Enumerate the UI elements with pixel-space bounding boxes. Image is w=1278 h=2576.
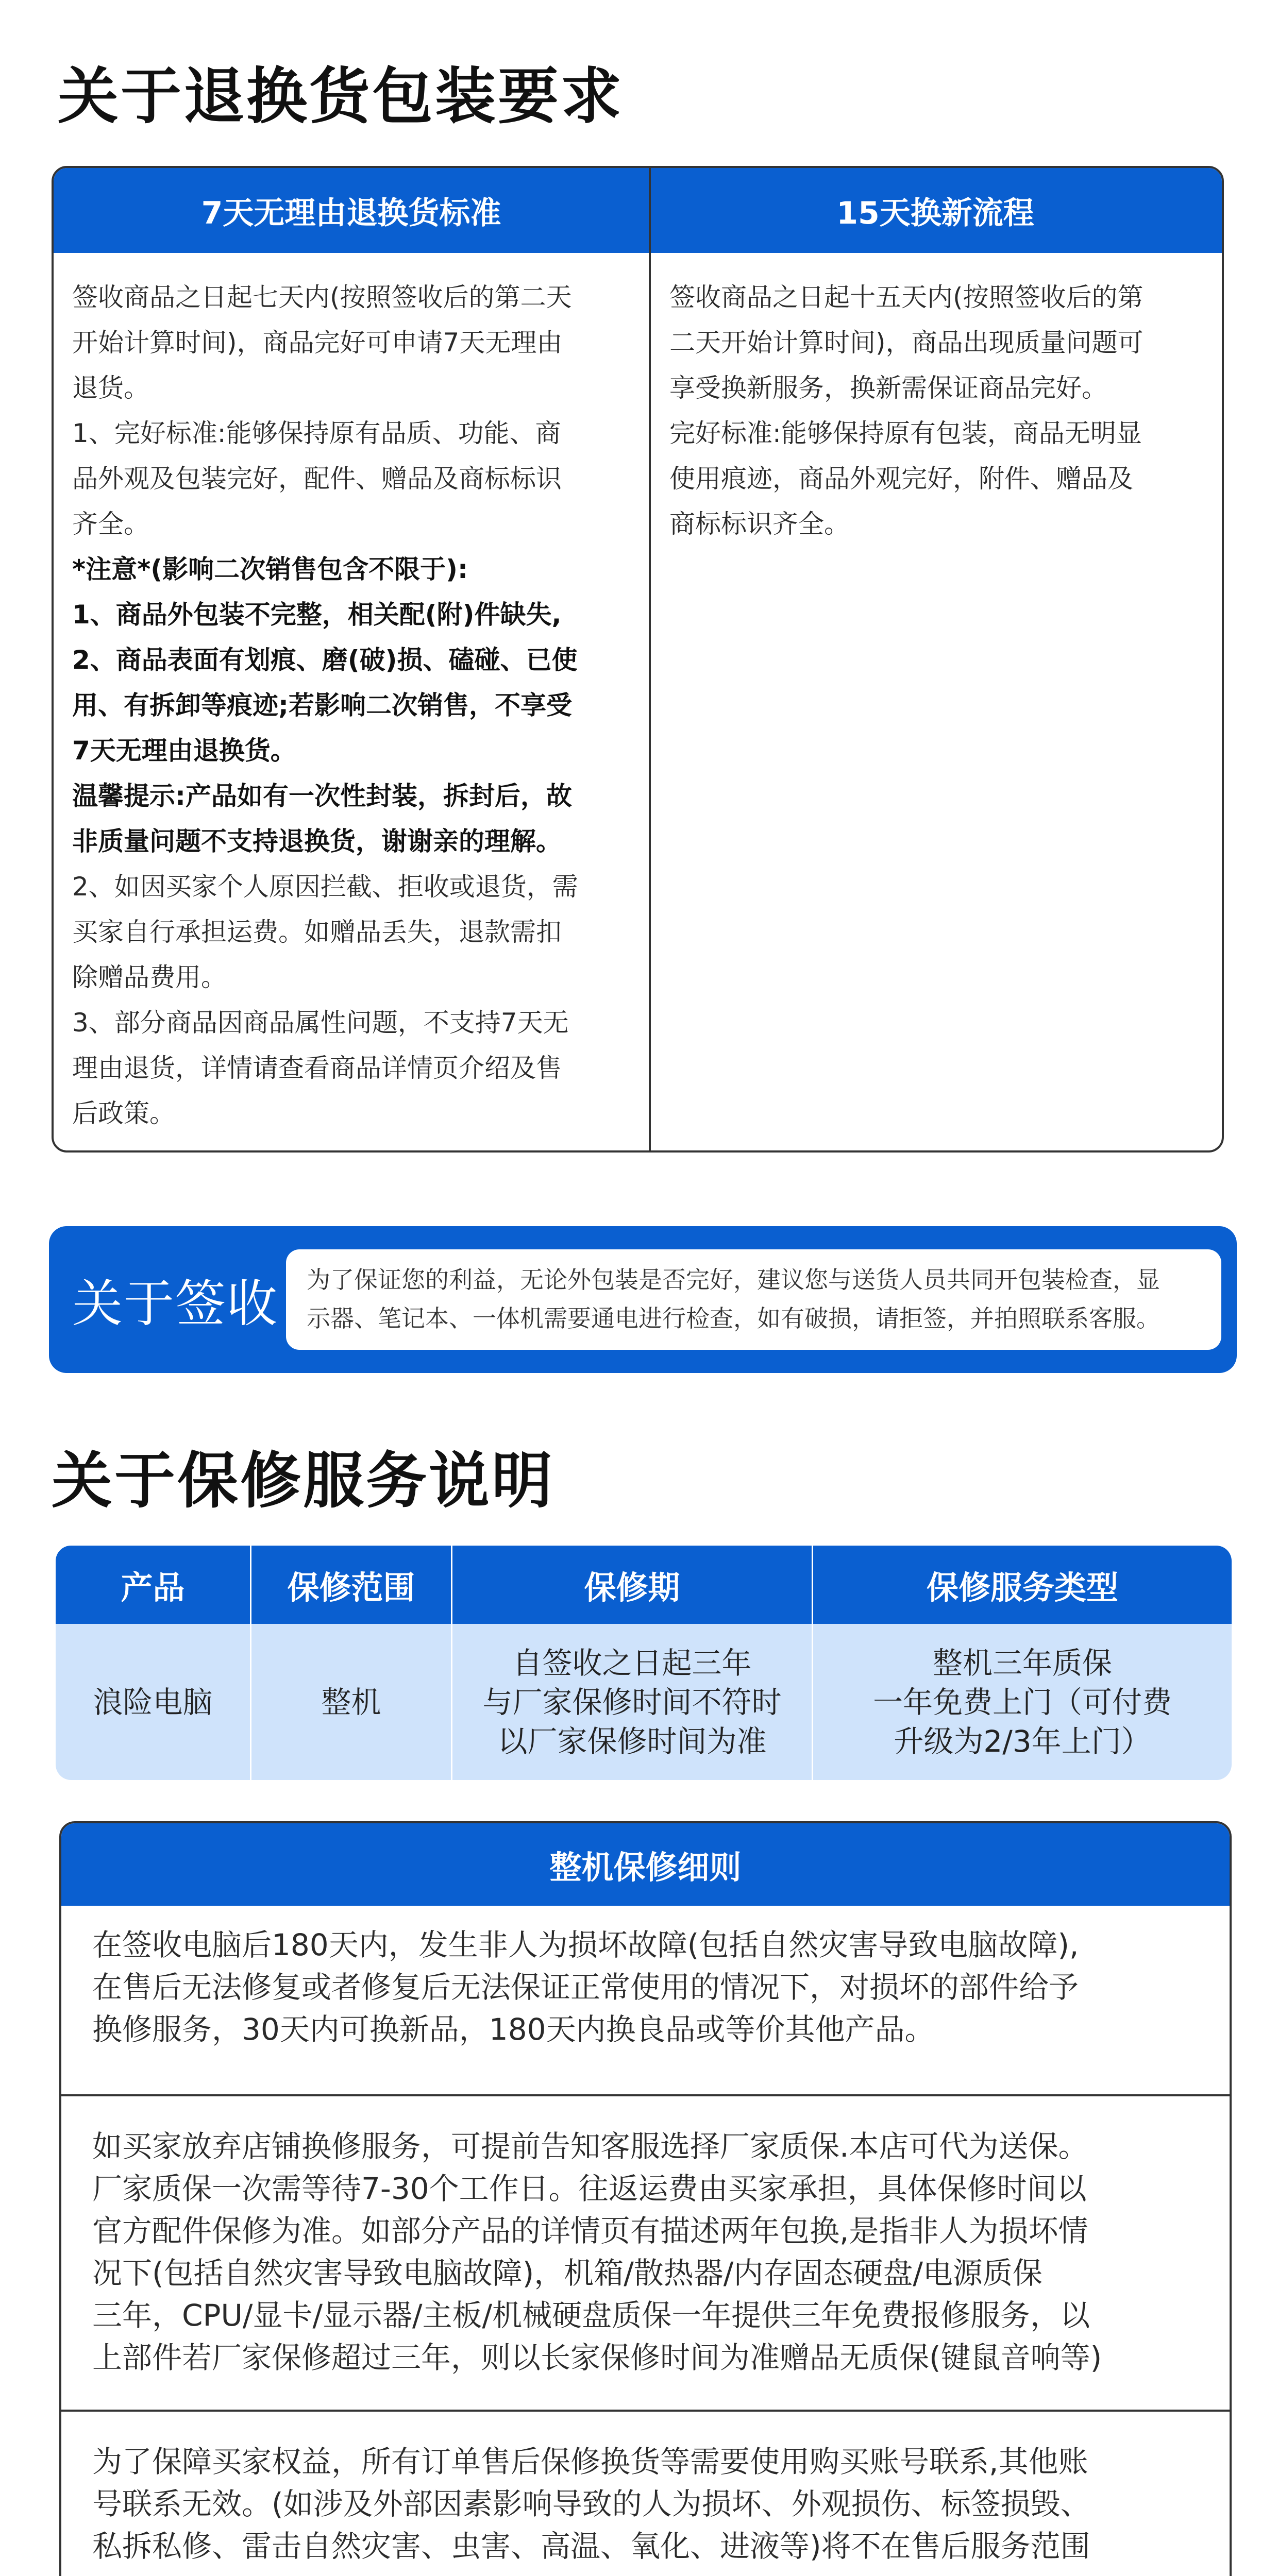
rule-paragraph-1 — [61, 1924, 1230, 2050]
col-7day-line: 买家自行承担运费。如赠品丢失，退款需扣 — [72, 917, 562, 947]
rule-line: 上部件若厂家保修超过三年，则以长家保修时间为准赠品无质保(键鼠音响等) — [92, 2340, 1102, 2375]
rule-line: 厂家质保一次需等待7-30个工作日。往返运费由买家承担，具体保修时间以 — [92, 2171, 1087, 2206]
col-7day-line: 非质量问题不支持退换货，谢谢亲的理解。 — [72, 826, 562, 856]
td-service-type: 整机三年质保 一年免费上门（可付费 升级为2/3年上门） — [872, 1645, 1172, 1759]
returns-table-header — [54, 168, 1222, 253]
col-7day-line: 2、商品表面有划痕、磨(破)损、磕碰、已使 — [72, 645, 578, 675]
rule-paragraph-3 — [61, 2441, 1230, 2567]
rule-divider — [61, 2094, 1230, 2096]
rule-line: 为了保障买家权益，所有订单售后保修换货等需要使用购买账号联系,其他账 — [92, 2444, 1088, 2479]
col-7day-text — [54, 253, 649, 1136]
warranty-table-header — [56, 1546, 1232, 1624]
col-7day-line: 齐全。 — [72, 509, 149, 539]
col-7day-line: 7天无理由退换货。 — [72, 736, 296, 766]
td-period: 自签收之日起三年 与厂家保修时间不符时 以厂家保修时间为准 — [452, 1624, 813, 1780]
col-7day-line: 理由退货，详情请查看商品详情页介绍及售 — [72, 1053, 562, 1083]
col-7day-line: 开始计算时间)，商品完好可申请7天无理由 — [72, 328, 563, 358]
sign-notice-line: 示器、笔记本、一体机需要通电进行检查，如有破损，请拒签，并拍照联系客服。 — [307, 1304, 1160, 1332]
col-header-15day: 15天换新流程 — [836, 195, 1034, 231]
td-scope: 整机 — [251, 1624, 452, 1780]
returns-table — [52, 166, 1224, 1153]
th-service-type: 保修服务类型 — [926, 1568, 1118, 1606]
col-7day-line: 退货。 — [72, 373, 149, 403]
col-7day-line: 2、如因买家个人原因拦截、拒收或退货，需 — [72, 872, 578, 902]
col-7day-line: 除赠品费用。 — [72, 962, 227, 992]
rule-line: 换修服务，30天内可换新品，180天内换良品或等价其他产品。 — [92, 2012, 935, 2047]
col-7day-line: *注意*(影响二次销售包含不限于): — [72, 554, 468, 584]
col-7day-line: 用、有拆卸等痕迹;若影响二次销售，不享受 — [72, 690, 572, 720]
rule-line: 私拆私修、雷击自然灾害、虫害、高温、氧化、进液等)将不在售后服务范围 — [92, 2529, 1090, 2564]
td-product: 浪险电脑 — [56, 1624, 251, 1780]
col-15day-line: 使用痕迹，商品外观完好，附件、赠品及 — [669, 464, 1133, 494]
rule-line: 在签收电脑后180天内，发生非人为损坏故障(包括自然灾害导致电脑故障), — [92, 1927, 1079, 1962]
warranty-table — [56, 1546, 1232, 1780]
rule-line: 如买家放弃店铺换修服务，可提前告知客服选择厂家质保.本店可代为送保。 — [92, 2129, 1088, 2164]
col-7day-line: 1、完好标准:能够保持原有品质、功能、商 — [72, 418, 561, 448]
section-title-returns: 关于退换货包装要求 — [58, 61, 624, 132]
col-15day-line: 签收商品之日起十五天内(按照签收后的第 — [669, 282, 1144, 312]
rule-line: 在售后无法修复或者修复后无法保证正常使用的情况下，对损坏的部件给予 — [92, 1970, 1079, 2005]
col-7day-content — [54, 253, 649, 1150]
warranty-rules — [59, 1821, 1232, 2576]
col-15day-line: 享受换新服务，换新需保证商品完好。 — [669, 373, 1107, 403]
col-15day-line: 完好标准:能够保持原有包装，商品无明显 — [669, 418, 1142, 448]
col-7day-line: 3、部分商品因商品属性问题，不支持7天无 — [72, 1008, 569, 1038]
sign-notice — [286, 1249, 1221, 1350]
rule-divider — [61, 2410, 1230, 2412]
rule-line: 号联系无效。(如涉及外部因素影响导致的人为损坏、外观损伤、标签损毁、 — [92, 2486, 1090, 2521]
col-15day-text — [651, 253, 1222, 547]
rules-title: 整机保修细则 — [61, 1823, 1230, 1906]
col-7day-line: 1、商品外包装不完整，相关配(附)件缺失, — [72, 600, 562, 630]
col-7day-line: 温馨提示:产品如有一次性封装，拆封后，故 — [72, 781, 572, 811]
th-scope: 保修范围 — [251, 1546, 452, 1624]
sign-banner — [49, 1226, 1237, 1373]
rule-line: 况下(包括自然灾害导致电脑故障)，机箱/散热器/内存固态硬盘/电源质保 — [92, 2256, 1042, 2291]
sign-title: 关于签收 — [72, 1275, 279, 1333]
col-15day-line: 二天开始计算时间)，商品出现质量问题可 — [669, 328, 1144, 358]
col-header-7day: 7天无理由退换货标准 — [201, 195, 501, 231]
sign-notice-line: 为了保证您的利益，无论外包装是否完好，建议您与送货人员共同开包装检查，显 — [307, 1266, 1160, 1294]
rule-line: 官方配件保修为准。如部分产品的详情页有描述两年包换,是指非人为损坏情 — [92, 2213, 1088, 2248]
col-15day-content — [651, 253, 1222, 1150]
warranty-table-row — [56, 1624, 1232, 1780]
col-15day-line: 商标标识齐全。 — [669, 509, 850, 539]
col-7day-line: 后政策。 — [72, 1098, 175, 1128]
th-period: 保修期 — [452, 1546, 813, 1624]
section-title-warranty: 关于保修服务说明 — [52, 1445, 555, 1516]
th-product: 产品 — [56, 1546, 251, 1624]
rule-line: 三年，CPU/显卡/显示器/主板/机械硬盘质保一年提供三年免费报修服务，以 — [92, 2298, 1090, 2333]
rule-paragraph-2 — [61, 2125, 1230, 2379]
col-7day-line: 签收商品之日起七天内(按照签收后的第二天 — [72, 282, 572, 312]
col-7day-line: 品外观及包装完好，配件、赠品及商标标识 — [72, 464, 562, 494]
